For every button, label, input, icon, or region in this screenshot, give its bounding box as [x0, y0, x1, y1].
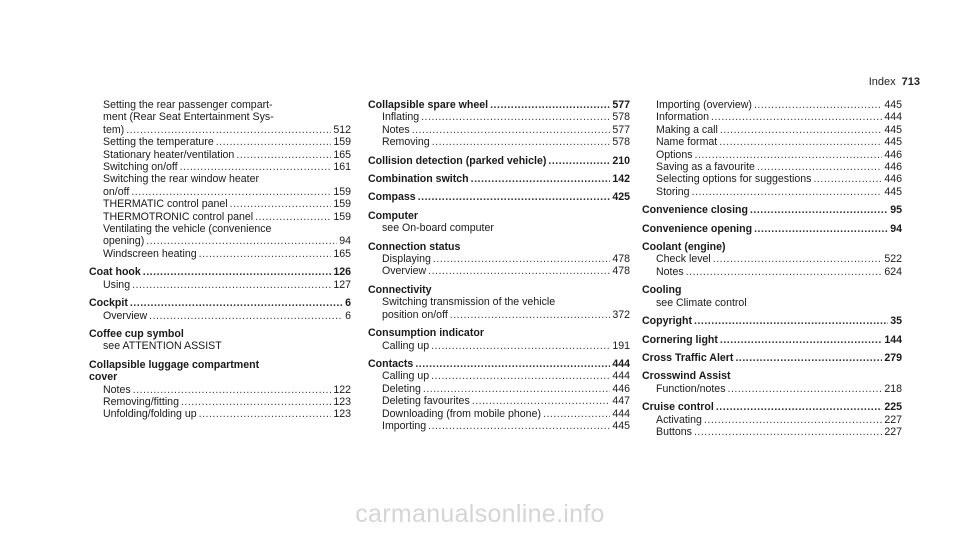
index-subentry [89, 211, 351, 223]
entry-label: Connection status [368, 240, 461, 253]
entry-label: Convenience opening [642, 222, 753, 235]
entry-label: Using [103, 278, 131, 291]
index-subentry [89, 136, 351, 148]
page-reference: 94 [890, 222, 902, 235]
index-subentry [642, 124, 902, 136]
index-subentry [642, 149, 902, 161]
entry-label: Collapsible luggage compartment [89, 358, 260, 371]
index-subentry [642, 173, 902, 185]
entry-label: Unfolding/folding up [103, 408, 197, 421]
entry-label: Selecting options for suggestions [656, 173, 812, 186]
index-subentry [642, 186, 902, 198]
index-heading [89, 297, 351, 309]
page-reference: 122 [333, 383, 351, 396]
index-subentry [89, 173, 351, 185]
page-reference: 478 [612, 253, 630, 266]
leader-dots [686, 266, 883, 278]
page-reference: 478 [612, 265, 630, 278]
index-heading [642, 315, 902, 327]
entry-label: Cross Traffic Alert [642, 351, 734, 364]
leader-dots [728, 383, 883, 395]
index-subentry [642, 383, 902, 395]
entry-label: Collapsible spare wheel [368, 99, 489, 111]
index-heading [642, 223, 902, 235]
index-subentry [89, 111, 351, 123]
leader-dots [428, 265, 610, 277]
page-reference: 577 [612, 99, 630, 111]
page-reference: 447 [612, 395, 630, 408]
page-reference: 127 [333, 278, 351, 291]
section-title: Index [868, 76, 896, 88]
leader-dots [719, 136, 882, 148]
leader-dots [423, 383, 610, 395]
entry-label: Saving as a favourite [656, 161, 755, 174]
page-reference: 142 [612, 173, 630, 186]
page-reference: 445 [884, 99, 902, 111]
entry-label: Switching on/off [103, 161, 178, 174]
index-subentry [89, 396, 351, 408]
leader-dots [757, 161, 882, 173]
entry-label: Activating [656, 413, 702, 426]
leader-dots [143, 266, 332, 278]
entry-label: Inflating [382, 111, 420, 124]
page-reference: 165 [333, 247, 351, 260]
entry-label: Importing (overview) [656, 99, 752, 111]
index-heading [642, 352, 902, 364]
leader-dots [216, 136, 332, 148]
page-reference: 444 [612, 357, 630, 370]
leader-dots [415, 358, 610, 370]
entry-label: Deleting favourites [382, 395, 470, 408]
page-reference: 144 [884, 333, 902, 346]
entry-label: see ATTENTION ASSIST [103, 340, 222, 353]
page-reference: 159 [333, 198, 351, 211]
leader-dots [450, 309, 611, 321]
index-subentry [89, 124, 351, 136]
leader-dots [472, 395, 611, 407]
entry-label: Buttons [656, 425, 692, 438]
index-heading [642, 334, 902, 346]
page-reference: 123 [333, 408, 351, 421]
page-reference: 210 [612, 154, 630, 167]
index-subentry [89, 340, 351, 352]
leader-dots [750, 204, 888, 216]
entry-label: Connectivity [368, 283, 432, 296]
entry-label: Options [656, 148, 693, 161]
index-subentry [89, 310, 351, 322]
index-heading [368, 327, 630, 339]
entry-label: position on/off [382, 308, 448, 321]
page-reference: 512 [333, 123, 351, 136]
entry-label: Switching the rear window heater [103, 173, 260, 186]
page-reference: 95 [890, 204, 902, 217]
entry-label: Consumption indicator [368, 327, 484, 340]
index-subentry [368, 136, 630, 148]
index-column-1 [89, 99, 351, 421]
index-heading [368, 99, 630, 111]
page-reference: 577 [612, 123, 630, 136]
index-heading [368, 241, 630, 253]
index-subentry [89, 99, 351, 111]
leader-dots [431, 340, 610, 352]
index-subentry [368, 222, 630, 234]
leader-dots [126, 124, 331, 136]
leader-dots [132, 279, 331, 291]
index-subentry [642, 414, 902, 426]
entry-label: tem) [103, 123, 125, 136]
page-reference: 445 [612, 419, 630, 432]
leader-dots [421, 111, 610, 123]
leader-dots [711, 111, 882, 123]
leader-dots [431, 370, 610, 382]
index-subentry [642, 161, 902, 173]
index-column-2 [368, 99, 630, 432]
index-subentry [89, 198, 351, 210]
leader-dots [716, 401, 882, 413]
leader-dots [199, 248, 332, 260]
leader-dots [548, 155, 610, 167]
page-reference: 123 [333, 395, 351, 408]
entry-label: Crosswind Assist [642, 370, 731, 383]
index-heading [642, 284, 902, 296]
index-heading [368, 284, 630, 296]
index-subentry [368, 265, 630, 277]
leader-dots [236, 149, 331, 161]
entry-label: Ventilating the vehicle (convenience [103, 223, 272, 236]
entry-label: Cooling [642, 284, 682, 297]
index-heading [89, 371, 351, 383]
page-reference: 446 [612, 382, 630, 395]
leader-dots [695, 149, 883, 161]
leader-dots [694, 426, 882, 438]
page-reference: 6 [345, 309, 351, 322]
page-reference: 218 [884, 382, 902, 395]
entry-label: Notes [656, 265, 684, 278]
page-reference: 159 [333, 136, 351, 149]
entry-label: Computer [368, 209, 419, 222]
entry-label: Importing [382, 419, 427, 432]
page-reference: 446 [884, 173, 902, 186]
leader-dots [428, 420, 610, 432]
leader-dots [433, 253, 610, 265]
leader-dots [181, 396, 331, 408]
entry-label: opening) [103, 235, 145, 248]
entry-label: ment (Rear Seat Entertainment Sys- [103, 111, 274, 124]
leader-dots [713, 253, 883, 265]
index-subentry [642, 297, 902, 309]
entry-label: Deleting [382, 382, 421, 395]
index-subentry [368, 420, 630, 432]
leader-dots [133, 384, 332, 396]
entry-label: THERMOTRONIC control panel [103, 210, 254, 223]
index-subentry [642, 111, 902, 123]
leader-dots [720, 124, 882, 136]
page-reference: 445 [884, 123, 902, 136]
leader-dots [813, 173, 882, 185]
leader-dots [199, 408, 332, 420]
page-reference: 425 [612, 191, 630, 204]
leader-dots [704, 414, 882, 426]
index-heading [368, 155, 630, 167]
page-reference: 522 [884, 253, 902, 266]
page-reference: 372 [612, 308, 630, 321]
index-subentry [89, 279, 351, 291]
entry-label: Calling up [382, 370, 430, 383]
index-subentry [368, 370, 630, 382]
page-header [869, 76, 920, 88]
entry-label: Setting the rear passenger compart- [103, 99, 273, 111]
entry-label: Cruise control [642, 401, 714, 414]
page-reference: 444 [884, 111, 902, 124]
leader-dots [180, 161, 332, 173]
leader-dots [255, 211, 331, 223]
index-subentry [368, 340, 630, 352]
leader-dots [146, 235, 337, 247]
index-column-3 [642, 99, 902, 438]
entry-label: Coat hook [89, 266, 141, 279]
leader-dots [230, 198, 332, 210]
page-reference: 444 [612, 407, 630, 420]
leader-dots [754, 223, 888, 235]
page-reference: 159 [333, 210, 351, 223]
index-subentry [368, 383, 630, 395]
entry-label: Windscreen heating [103, 247, 197, 260]
index-heading [89, 359, 351, 371]
entry-label: Switching transmission of the vehicle [382, 296, 556, 309]
entry-label: Compass [368, 191, 416, 204]
leader-dots [694, 315, 888, 327]
page-reference: 445 [884, 136, 902, 149]
entry-label: see Climate control [656, 296, 747, 309]
entry-label: Displaying [382, 253, 431, 266]
entry-label: THERMATIC control panel [103, 198, 228, 211]
index-subentry [642, 136, 902, 148]
page-reference: 578 [612, 136, 630, 149]
entry-label: Stationary heater/ventilation [103, 148, 235, 161]
index-subentry [642, 253, 902, 265]
index-subentry [89, 223, 351, 235]
index-subentry [368, 124, 630, 136]
page-reference: 624 [884, 265, 902, 278]
entry-label: Coffee cup symbol [89, 327, 184, 340]
leader-dots [471, 173, 611, 185]
page-reference: 159 [333, 185, 351, 198]
leader-dots [490, 99, 610, 111]
index-subentry [368, 111, 630, 123]
index-subentry [368, 408, 630, 420]
entry-label: Contacts [368, 357, 414, 370]
entry-label: Calling up [382, 339, 430, 352]
entry-label: Removing [382, 136, 430, 149]
page-reference: 191 [612, 339, 630, 352]
page-reference: 446 [884, 148, 902, 161]
entry-label: Storing [656, 185, 690, 198]
entry-label: Coolant (engine) [642, 241, 726, 254]
leader-dots [735, 352, 882, 364]
leader-dots [149, 310, 343, 322]
leader-dots [754, 99, 882, 111]
entry-label: Information [656, 111, 709, 124]
index-subentry [368, 296, 630, 308]
index-heading [642, 370, 902, 382]
entry-label: Copyright [642, 315, 693, 328]
page-reference: 444 [612, 370, 630, 383]
page-reference: 225 [884, 401, 902, 414]
leader-dots [543, 408, 610, 420]
index-subentry [89, 161, 351, 173]
index-subentry [368, 253, 630, 265]
entry-label: Notes [382, 123, 410, 136]
index-subentry [368, 395, 630, 407]
entry-label: Function/notes [656, 382, 726, 395]
entry-label: cover [89, 371, 118, 384]
page-reference: 446 [884, 161, 902, 174]
index-subentry [89, 186, 351, 198]
page-reference: 227 [884, 425, 902, 438]
index-subentry [89, 248, 351, 260]
page-reference: 165 [333, 148, 351, 161]
entry-label: Cornering light [642, 333, 718, 346]
index-subentry [89, 235, 351, 247]
page-reference: 126 [333, 266, 351, 279]
index-subentry [89, 149, 351, 161]
leader-dots [720, 334, 882, 346]
entry-label: Overview [103, 309, 148, 322]
index-heading [642, 401, 902, 413]
leader-dots [131, 186, 331, 198]
entry-label: Downloading (from mobile phone) [382, 407, 541, 420]
index-subentry [642, 426, 902, 438]
leader-dots [432, 136, 611, 148]
entry-label: Cockpit [89, 297, 128, 310]
entry-label: Notes [103, 383, 131, 396]
entry-label: Name format [656, 136, 718, 149]
page-number: 713 [901, 76, 920, 88]
page-reference: 578 [612, 111, 630, 124]
page-reference: 6 [345, 297, 351, 310]
index-subentry [642, 99, 902, 111]
leader-dots [130, 297, 343, 309]
index-heading [642, 204, 902, 216]
page-reference: 35 [890, 315, 902, 328]
index-heading [368, 191, 630, 203]
entry-label: Convenience closing [642, 204, 748, 217]
index-heading [642, 241, 902, 253]
leader-dots [692, 186, 883, 198]
watermark: carmanualsonline.info [355, 500, 605, 528]
entry-label: on/off [103, 185, 130, 198]
index-heading [368, 358, 630, 370]
index-subentry [89, 384, 351, 396]
page-reference: 94 [339, 235, 351, 248]
entry-label: see On-board computer [382, 222, 494, 235]
entry-label: Check level [656, 253, 711, 266]
index-heading [368, 210, 630, 222]
entry-label: Collision detection (parked vehicle) [368, 154, 547, 167]
index-heading [89, 328, 351, 340]
entry-label: Overview [382, 265, 427, 278]
page-reference: 227 [884, 413, 902, 426]
index-subentry [368, 309, 630, 321]
index-heading [368, 173, 630, 185]
entry-label: Removing/fitting [103, 395, 179, 408]
page-reference: 279 [884, 351, 902, 364]
index-subentry [642, 266, 902, 278]
page-reference: 161 [333, 161, 351, 174]
leader-dots [412, 124, 611, 136]
index-heading [89, 266, 351, 278]
leader-dots [418, 191, 611, 203]
entry-label: Combination switch [368, 173, 469, 186]
entry-label: Making a call [656, 123, 718, 136]
entry-label: Setting the temperature [103, 136, 214, 149]
page-reference: 445 [884, 185, 902, 198]
index-subentry [89, 408, 351, 420]
